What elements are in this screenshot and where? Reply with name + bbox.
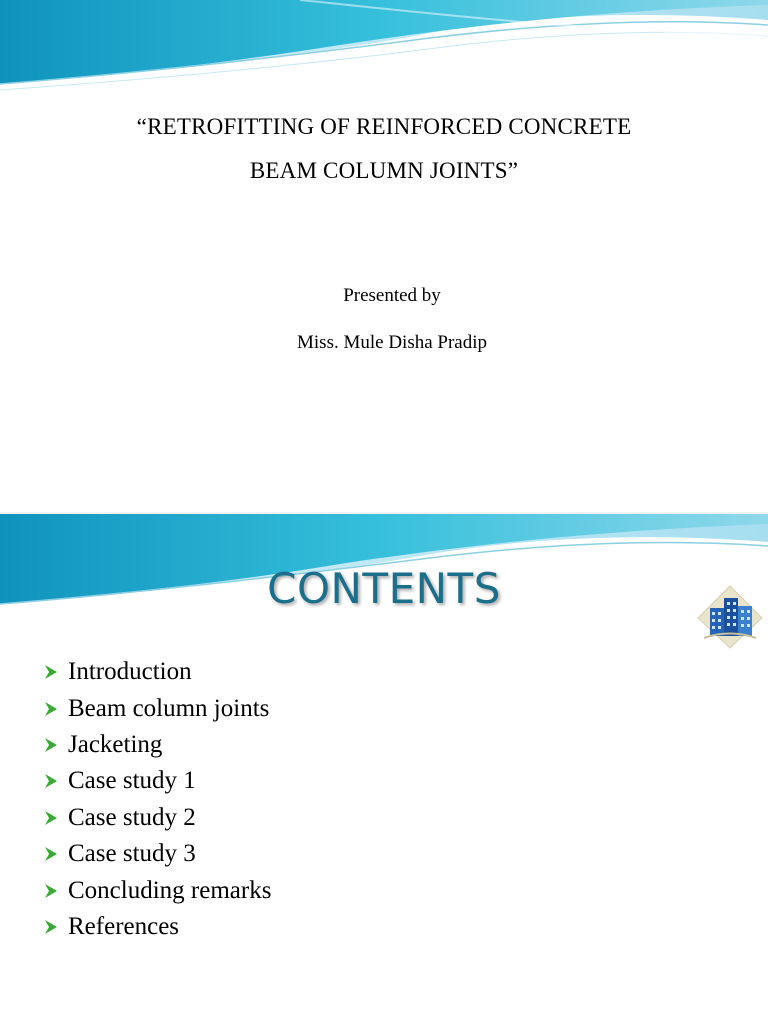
wave-banner-decoration [0,0,768,120]
slide-title-line-1: “RETROFITTING OF REINFORCED CONCRETE [136,114,632,139]
presenter-name: Miss. Mule Disha Pradip [297,332,487,353]
list-item [44,872,271,908]
list-item-label: Case study 3 [68,840,196,868]
list-item-label: Concluding remarks [68,876,272,904]
arrow-bullet-icon [44,737,58,753]
arrow-bullet-icon [44,664,58,680]
arrow-bullet-icon [44,883,58,899]
slide-title-line-2: BEAM COLUMN JOINTS” [249,158,519,183]
list-item-label: Jacketing [68,730,163,758]
list-item [44,690,271,726]
arrow-bullet-icon [44,701,58,717]
contents-slide [0,512,768,1024]
contents-list [44,654,271,945]
arrow-bullet-icon [44,919,58,935]
list-item-label: Case study 2 [68,803,196,831]
list-item-label: Introduction [68,658,192,686]
list-item [44,763,271,799]
presented-by-label: Presented by [343,285,441,306]
list-item-label: Beam column joints [68,694,270,722]
contents-heading: CONTENTS [267,564,501,613]
arrow-bullet-icon [44,846,58,862]
list-item-label: References [68,912,180,940]
list-item-label: Case study 1 [68,767,196,795]
list-item [44,836,271,872]
list-item [44,654,271,690]
arrow-bullet-icon [44,773,58,789]
list-item [44,800,271,836]
list-item [44,727,271,763]
list-item [44,909,271,945]
arrow-bullet-icon [44,810,58,826]
